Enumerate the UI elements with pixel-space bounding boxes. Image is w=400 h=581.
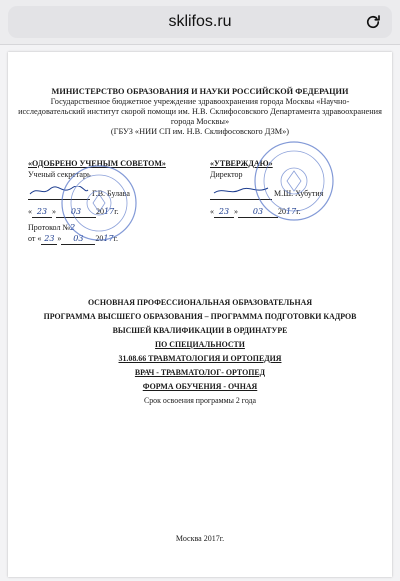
program-line: ОСНОВНАЯ ПРОФЕССИОНАЛЬНАЯ ОБРАЗОВАТЕЛЬНАЯ [87,298,313,307]
specialty: 31.08.66 ТРАВМАТОЛОГИЯ И ОРТОПЕДИЯ [118,354,282,363]
signer-name: Г.В. Булава [92,189,130,198]
program-line: ВЫСШЕЙ КВАЛИФИКАЦИИ В ОРДИНАТУРЕ [112,326,288,335]
protocol-block: Протокол №2 от « 23 » 03 2017г. [28,223,118,243]
approval-date: « 23 » 03 2017г. [28,207,119,216]
signature-line [210,186,272,200]
browser-address-bar [0,0,400,45]
signer-name: М.Ш. Хубутия [274,189,324,198]
institution-line: города Москвы» [170,117,230,126]
approval-role: Директор [210,170,243,179]
protocol-date: от « 23 » 03 2017г. [28,234,118,243]
approved-by-director [210,158,370,218]
reload-icon[interactable] [364,13,382,31]
signature-mark [210,186,272,196]
qualification: ВРАЧ - ТРАВМАТОЛОГ- ОРТОПЕД [134,368,266,377]
approved-by-council [28,158,198,218]
duration: Срок освоения программы 2 года [143,396,257,405]
program-title [18,296,382,408]
url-field[interactable] [8,6,392,38]
institution-line: Государственное бюджетное учреждение здравоохранения города Москвы «Научно- [50,97,350,106]
approval-role: Ученый секретарь [28,170,91,179]
program-line: ПРОГРАММА ВЫСШЕГО ОБРАЗОВАНИЯ – ПРОГРАММА ПОДГОТОВКИ КАДРОВ [43,312,357,321]
institution-abbr: (ГБУЗ «НИИ СП им. Н.В. Склифосовского ДЗМ») [110,127,290,136]
signature-mark [28,186,90,196]
approval-date: « 23 » 03 2017г. [210,207,301,216]
study-form: ФОРМА ОБУЧЕНИЯ - ОЧНАЯ [142,382,258,391]
document-page [8,52,392,577]
signature-line [28,186,90,200]
approval-title: «ОДОБРЕНО УЧЕНЫМ СОВЕТОМ» [28,159,166,168]
footer-city-year: Москва 2017г. [175,534,225,543]
program-line: ПО СПЕЦИАЛЬНОСТИ [155,340,245,349]
ministry-name: МИНИСТЕРСТВО ОБРАЗОВАНИЯ И НАУКИ РОССИЙСКОЙ ФЕДЕРАЦИИ [51,87,349,96]
institution-line: исследовательский институт скорой помощи им. Н.В. Склифосовского Департамента здравоохранения [18,107,382,116]
document-header [18,87,382,137]
url-text[interactable]: sklifos.ru [168,13,232,30]
protocol-number: 2 [70,223,76,232]
approval-title: «УТВЕРЖДАЮ» [210,159,273,168]
